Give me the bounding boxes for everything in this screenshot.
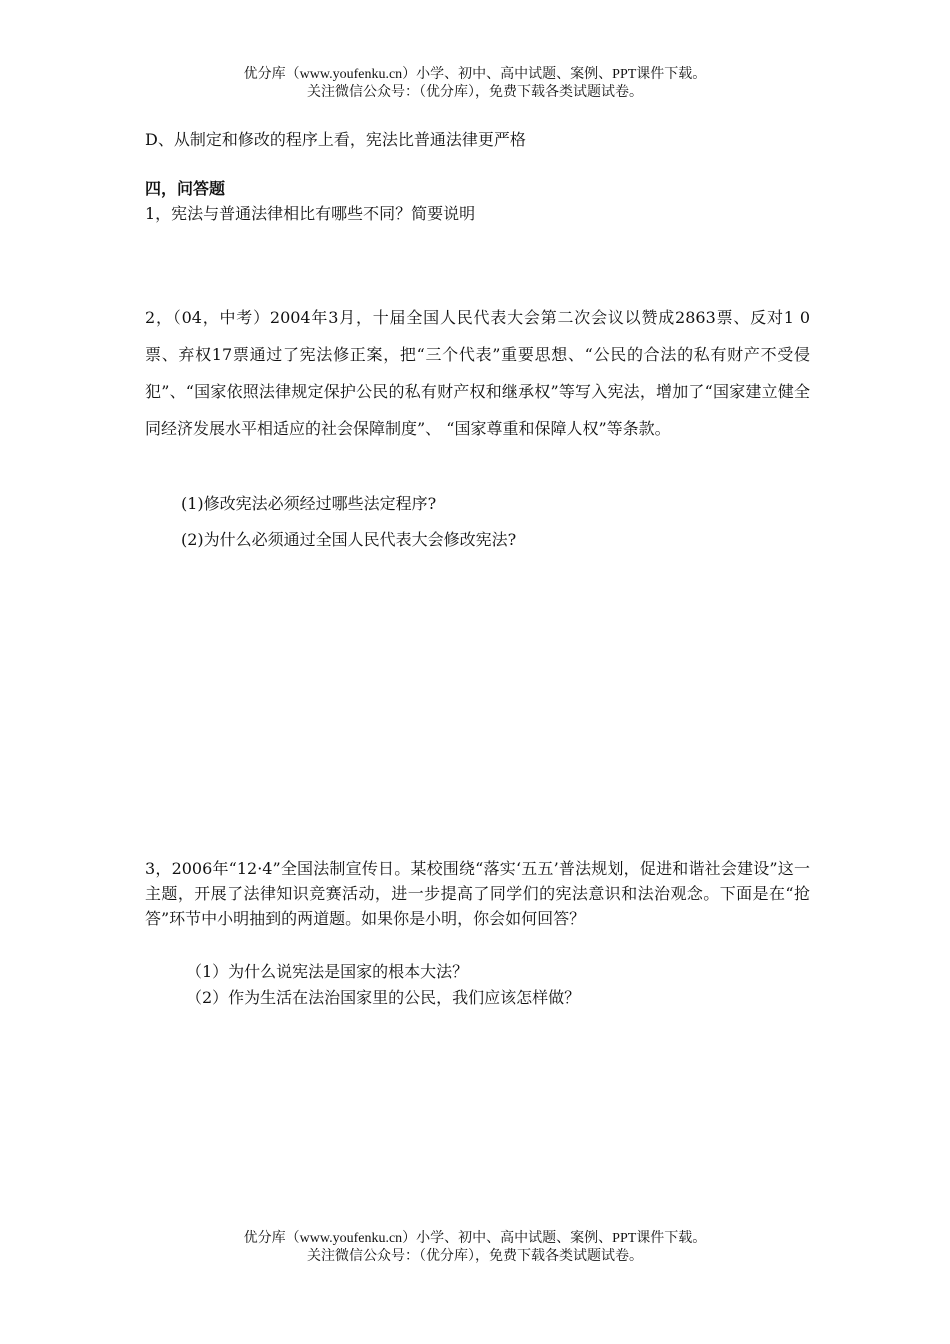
header-line-2: 关注微信公众号：（优分库），免费下载各类试题试卷。 (307, 85, 643, 100)
section-title: 四，问答题 (145, 179, 226, 198)
question-1: 1，宪法与普通法律相比有哪些不同？简要说明 (145, 204, 476, 223)
question-3-sub-2: （2）作为生活在法治国家里的公民，我们应该怎样做？ (186, 988, 581, 1007)
header-line-1: 优分库（www.youfenku.cn）小学、初中、高中试题、案例、PPT课件下载。 (243, 67, 707, 82)
footer-line-1: 优分库（www.youfenku.cn）小学、初中、高中试题、案例、PPT课件下载。 (243, 1231, 707, 1246)
question-2: 2，（04，中考）2004年3月，十届全国人民代表大会第二次会议以赞成2863票、反对1 0票、弃权17票通过了宪法修正案，把“三个代表”重要思想、“公民的合法的私有财产不受侵犯”、“国家依照法律规定保护公民的私有财产权和继承权”等写入宪法，增加了“国家建立健全同经济发展水平相适应的社会保障制度”、 “国家尊重和保障人权”等条款。 (145, 308, 810, 438)
footer-line-2: 关注微信公众号：（优分库），免费下载各类试题试卷。 (307, 1249, 643, 1264)
option-d: D、从制定和修改的程序上看，宪法比普通法律更严格 (145, 130, 526, 149)
question-2-sub-1: (1)修改宪法必须经过哪些法定程序? (181, 494, 437, 513)
page-footer (0, 1230, 950, 1266)
question-3: 3，2006年“12·4”全国法制宣传日。某校围绕“落实‘五五’普法规划，促进和谐社会建设”这一主题，开展了法律知识竞赛活动，进一步提高了同学们的宪法意识和法治观念。下面是在“抢答”环节中小明抽到的两道题。如果你是小明，你会如何回答？ (145, 859, 810, 928)
page-header (0, 66, 950, 102)
question-2-sub-2: (2)为什么必须通过全国人民代表大会修改宪法? (181, 530, 517, 549)
question-3-sub-1: （1）为什么说宪法是国家的根本大法？ (186, 962, 469, 981)
